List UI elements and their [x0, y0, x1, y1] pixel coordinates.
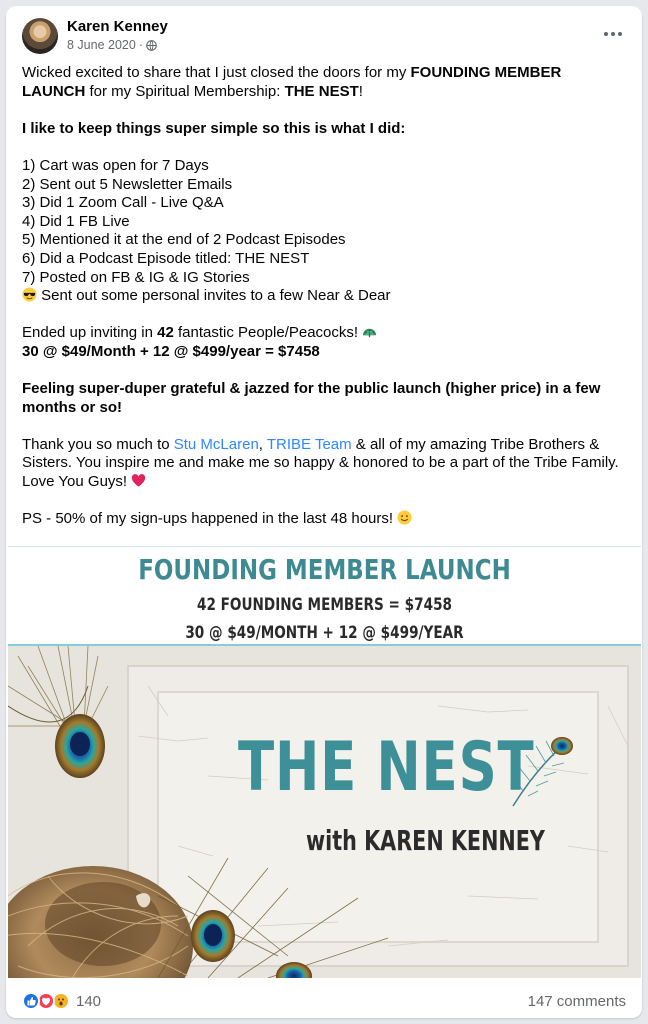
post-header — [22, 18, 630, 58]
post-paragraph — [22, 64, 628, 101]
banner-line: 42 FOUNDING MEMBERS = $7458 — [196, 595, 453, 615]
text-segment: Ended up inviting in — [22, 324, 158, 342]
text-segment: Thank you so much to — [22, 435, 174, 453]
text-segment: fantastic People/Peacocks! — [173, 324, 363, 342]
post-card — [6, 6, 642, 1018]
banner-title: FOUNDING MEMBER LAUNCH — [138, 553, 511, 586]
list-item: 5) Mentioned it at the end of 2 Podcast Episodes — [22, 231, 346, 249]
image-banner — [8, 546, 641, 646]
mention-link-tribe-team[interactable]: TRIBE Team — [266, 435, 352, 453]
post-paragraph — [22, 436, 628, 492]
text-bold: THE NEST — [284, 82, 359, 100]
like-icon — [22, 992, 40, 1010]
artwork-graphics — [8, 646, 641, 978]
post-paragraph — [22, 120, 628, 139]
text-segment: & all of my amazing Tribe Brothers & Sisters. You inspire me and make me so happy & honored to be a part of the Tribe Family. Love You Guys! — [22, 435, 619, 491]
list-item: 6) Did a Podcast Episode titled: THE NEST — [22, 249, 310, 267]
post-meta — [67, 38, 157, 52]
sunglasses-emoji — [22, 287, 37, 302]
image-artwork — [8, 646, 641, 978]
mention-link-stu[interactable]: Stu McLaren — [173, 435, 259, 453]
globe-icon[interactable] — [146, 40, 157, 51]
meta-separator: · — [138, 38, 143, 52]
author-name[interactable]: Karen Kenney — [67, 18, 168, 35]
comments-count[interactable]: 147 comments — [527, 993, 626, 1010]
text-segment: Sent out some personal invites to a few Near & Dear — [37, 287, 391, 305]
text-bold: I like to keep things super simple so this is what I did: — [22, 119, 406, 137]
text-bold: 42 — [157, 324, 174, 342]
text-segment: PS - 50% of my sign-ups happened in the last 48 hours! — [22, 510, 398, 528]
image-title: THE NEST — [238, 728, 535, 807]
list-item: 3) Did 1 Zoom Call - Live Q&A — [22, 194, 224, 212]
post-paragraph — [22, 510, 628, 529]
text-bold: 30 @ $49/Month + 12 @ $499/year = $7458 — [22, 342, 320, 360]
post-footer — [6, 978, 642, 1018]
reactions-summary[interactable] — [22, 992, 101, 1010]
list-item: 4) Did 1 FB Live — [22, 212, 130, 230]
banner-line: 30 @ $49/MONTH + 12 @ $499/YEAR — [185, 623, 464, 643]
post-paragraph — [22, 324, 628, 343]
reaction-count: 140 — [76, 992, 102, 1010]
peacock-emoji — [362, 324, 377, 339]
list-item: 1) Cart was open for 7 Days — [22, 156, 209, 174]
post-image[interactable] — [8, 546, 641, 978]
list-item: 2) Sent out 5 Newsletter Emails — [22, 175, 233, 193]
text-bold: FOUNDING MEMBER LAUNCH — [22, 64, 562, 100]
text-bold: Feeling super-duper grateful & jazzed for the public launch (higher price) in a few months or so! — [22, 380, 601, 416]
author-avatar[interactable] — [22, 18, 58, 54]
post-text — [22, 64, 628, 529]
image-subtitle: with KAREN KENNEY — [306, 824, 545, 857]
text-segment: for my Spiritual Membership: — [85, 82, 285, 100]
more-options-icon[interactable] — [600, 24, 626, 44]
post-paragraph — [22, 380, 628, 417]
red-heart-emoji — [131, 473, 146, 488]
text-segment: ! — [358, 82, 363, 100]
post-paragraph — [22, 343, 628, 362]
smiling-face-emoji — [397, 510, 412, 525]
list-item: 7) Posted on FB & IG & IG Stories — [22, 268, 250, 286]
text-segment: Wicked excited to share that I just closed the doors for my — [22, 64, 411, 81]
text-segment: , — [258, 435, 267, 453]
post-date[interactable]: 8 June 2020 — [67, 38, 136, 52]
list-item — [22, 287, 628, 306]
